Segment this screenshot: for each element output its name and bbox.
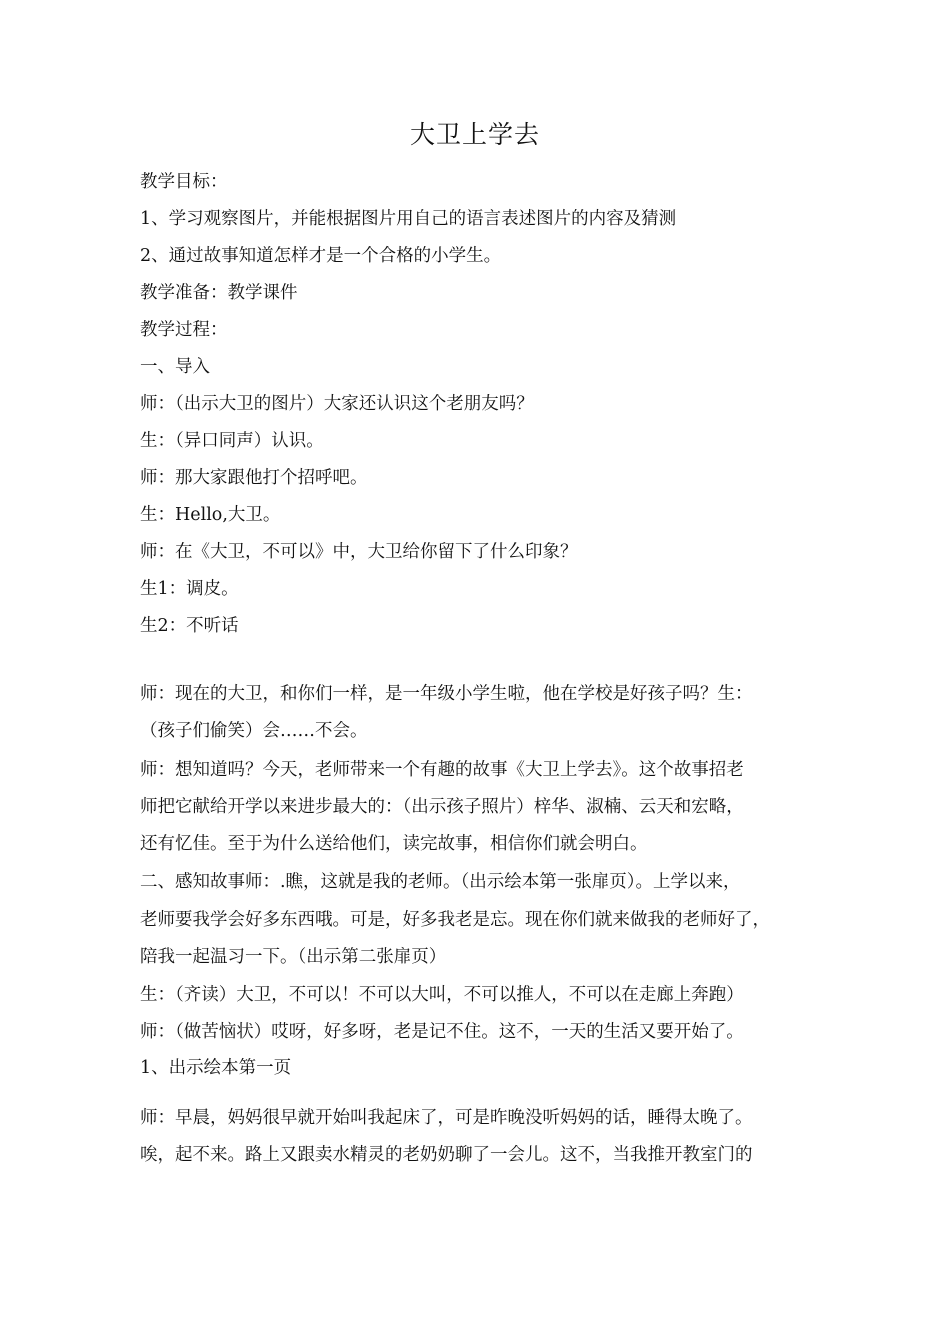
text-line: 陪我一起温习一下。（出示第二张扉页） (140, 947, 447, 967)
text-line: 唉，起不来。路上又跟卖水精灵的老奶奶聊了一会儿。这不，当我推开教室门的 (140, 1145, 753, 1165)
text-line: 师：早晨，妈妈很早就开始叫我起床了，可是昨晚没听妈妈的话，睡得太晚了。 (140, 1108, 753, 1128)
text-line: 生2：不听话 (140, 616, 239, 636)
text-line-preparation: 教学准备：教学课件 (140, 283, 298, 303)
text-line-objectives-heading: 教学目标： (140, 172, 228, 192)
text-line-process-heading: 教学过程： (140, 320, 228, 340)
text-line-section-2: 二、感知故事师：.瞧，这就是我的老师。（出示绘本第一张扉页）。上学以来， (140, 872, 741, 892)
text-line-objective-2: 2、通过故事知道怎样才是一个合格的小学生。 (140, 246, 502, 266)
text-line: 师：（出示大卫的图片）大家还认识这个老朋友吗？ (140, 394, 534, 414)
document-title: 大卫上学去 (409, 120, 540, 149)
text-line: 师把它献给开学以来进步最大的：（出示孩子照片）梓华、淑楠、云天和宏略， (140, 797, 744, 817)
text-line: （孩子们偷笑）会……不会。 (140, 721, 368, 741)
text-line: 师：在《大卫，不可以》中，大卫给你留下了什么印象？ (140, 542, 578, 562)
text-line: 生1：调皮。 (140, 579, 239, 599)
text-line: 师：那大家跟他打个招呼吧。 (140, 468, 368, 488)
text-line: 生：Hello,大卫。 (140, 505, 281, 525)
text-line-subsection-1: 1、出示绘本第一页 (140, 1058, 292, 1078)
text-line: 生：（异口同声）认识。 (140, 431, 324, 451)
text-line: 还有忆佳。至于为什么送给他们，读完故事，相信你们就会明白。 (140, 834, 648, 854)
text-line-section-1: 一、导入 (140, 357, 210, 377)
text-line: 老师要我学会好多东西哦。可是，好多我老是忘。现在你们就来做我的老师好了， (140, 910, 770, 930)
text-line: 师：（做苦恼状）哎呀，好多呀，老是记不住。这不，一天的生活又要开始了。 (140, 1022, 744, 1042)
text-line: 生：（齐读）大卫，不可以！不可以大叫，不可以推人，不可以在走廊上奔跑） (140, 985, 744, 1005)
text-line: 师：想知道吗？今天，老师带来一个有趣的故事《大卫上学去》。这个故事招老 (140, 760, 744, 780)
text-line-objective-1: 1、学习观察图片，并能根据图片用自己的语言表述图片的内容及猜测 (140, 209, 677, 229)
text-line: 师：现在的大卫，和你们一样，是一年级小学生啦，他在学校是好孩子吗？生： (140, 684, 753, 704)
